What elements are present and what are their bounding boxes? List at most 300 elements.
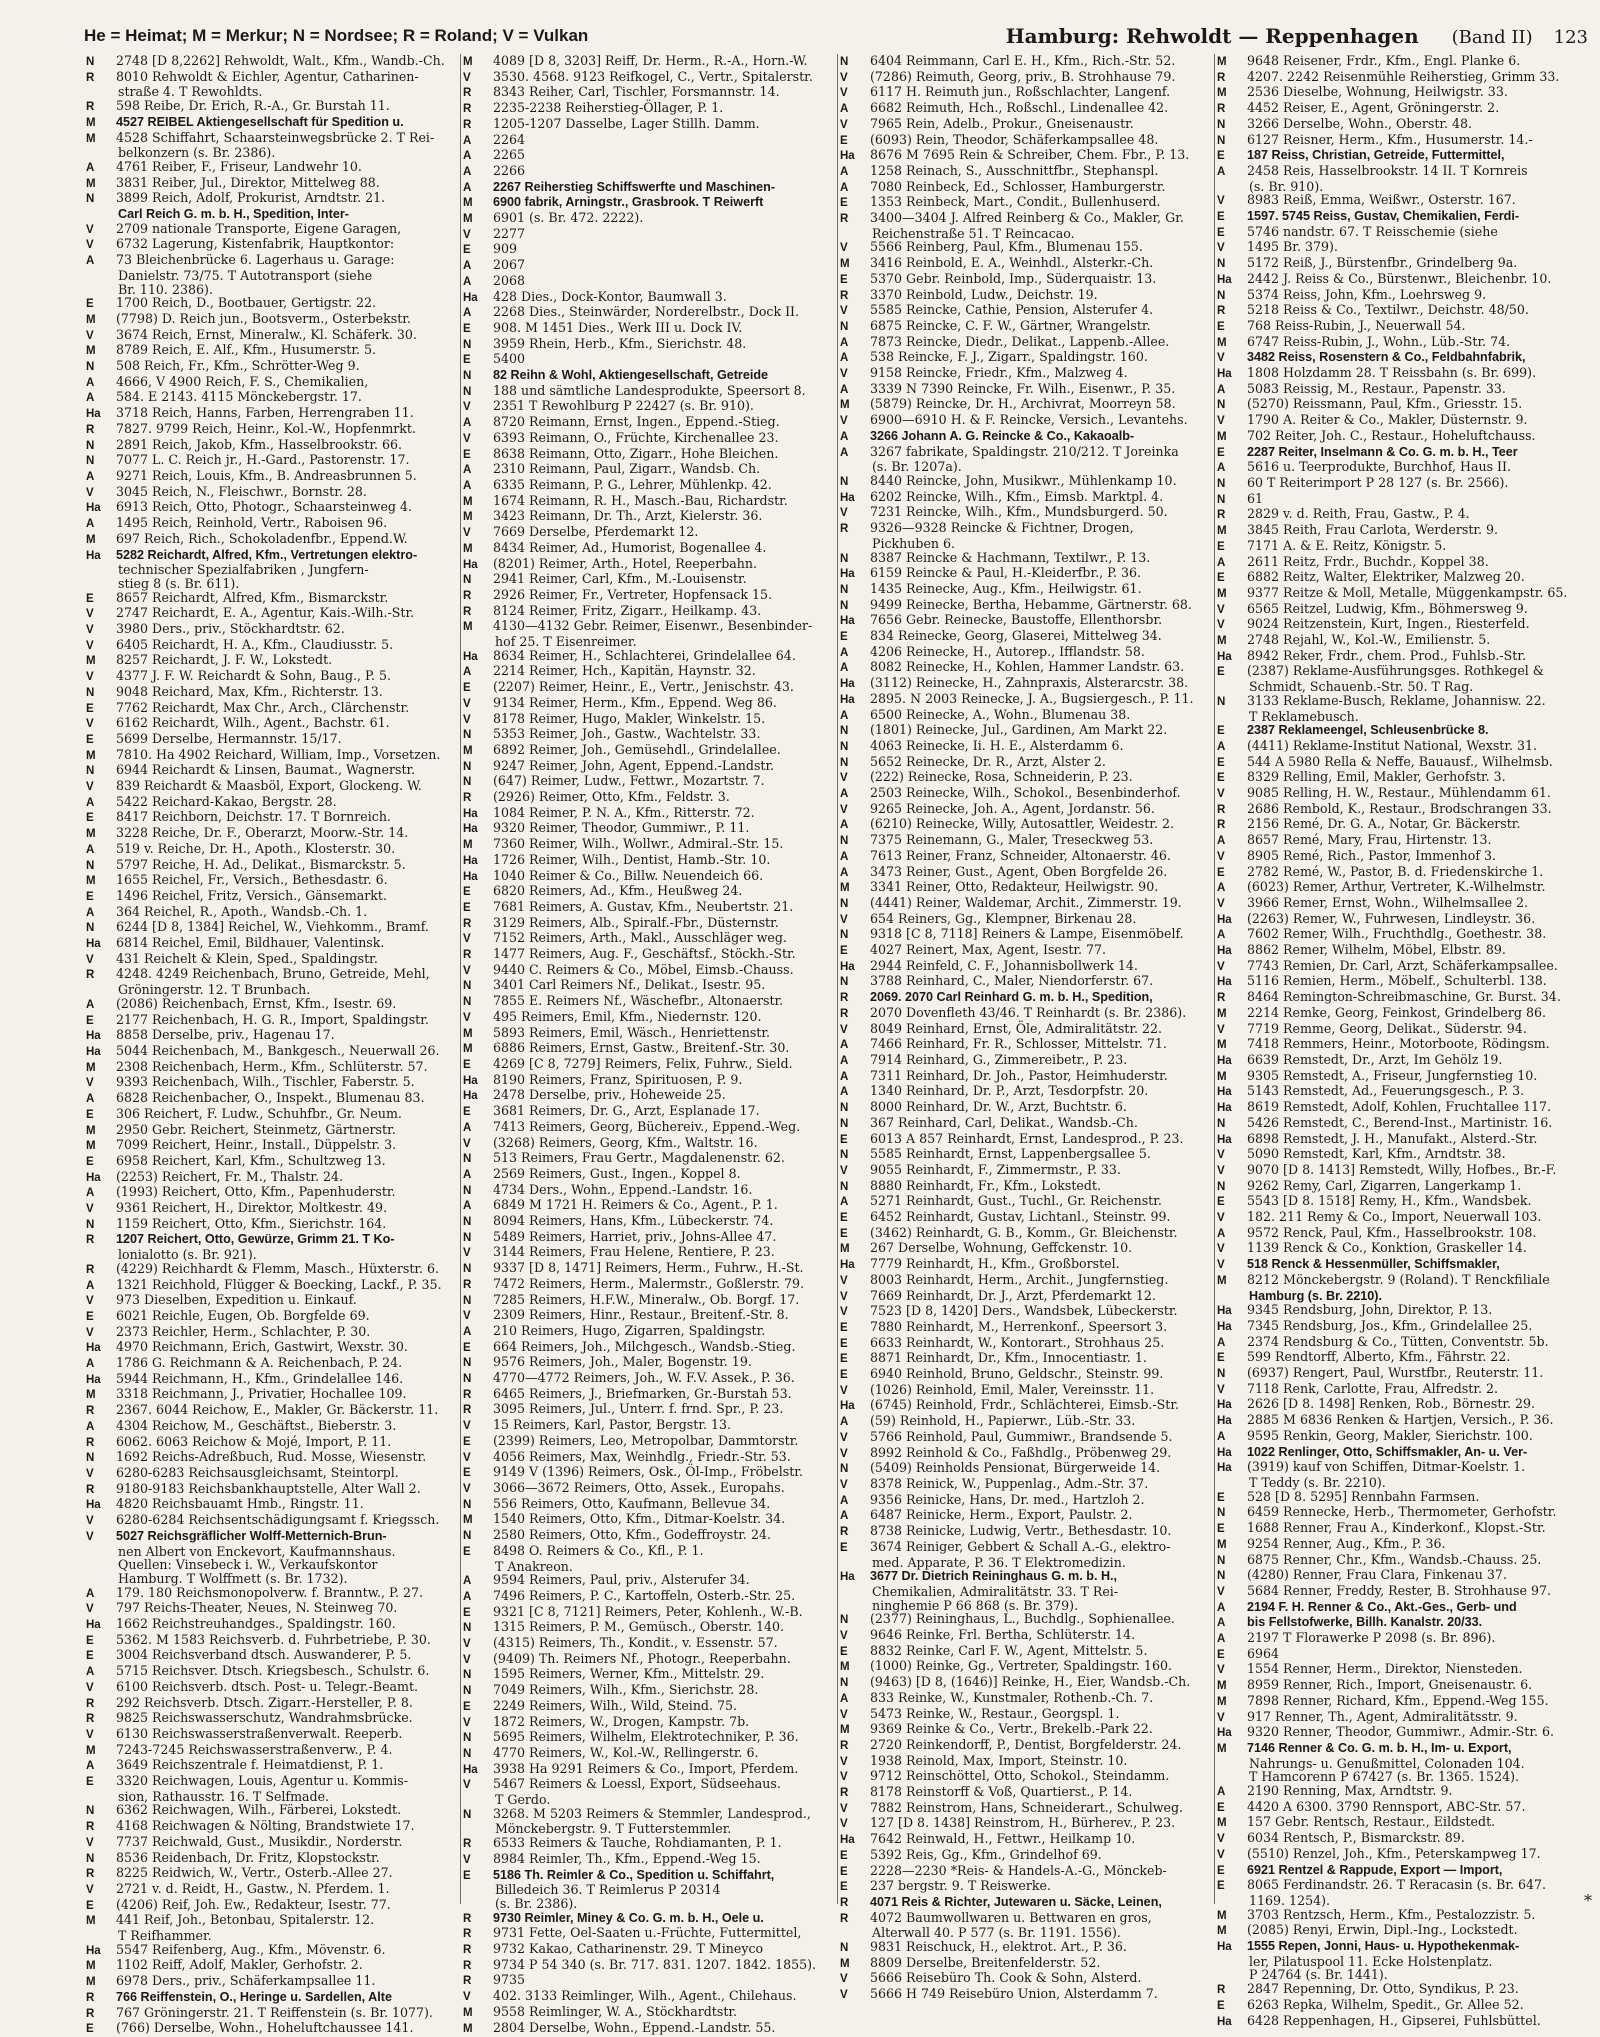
directory-entry [1217,193,1589,209]
directory-entry [1217,617,1589,633]
directory-entry [86,577,457,591]
entry-text: 8003 Reinhardt, Herm., Archit., Jungfernstieg. [870,1271,1169,1287]
exchange-prefix: A [1217,929,1226,942]
entry-text: 6901 (s. Br. 472. 2222). [493,210,644,226]
page-number: 123 [1553,27,1588,48]
exchange-prefix: V [463,1310,471,1323]
directory-entry [1217,802,1589,818]
directory-entry [1217,1757,1589,1771]
exchange-prefix: R [463,1959,472,1972]
exchange-prefix: A [86,1666,95,1679]
directory-entry [1217,1615,1589,1631]
directory-entry [1217,1273,1589,1289]
entry-text: 1872 Reimers, W., Drogen, Kampstr. 7b. [493,1713,750,1729]
entry-text: 6280-6284 Reichsentschädigungsamt f. Kriegssch. [116,1512,440,1528]
entry-text: 4666, V 4900 Reich, F. S., Chemikalien, [116,373,369,389]
entry-text: 6500 Reinecke, A., Wohn., Blumenau 38. [870,706,1131,722]
exchange-prefix: N [840,1117,849,1130]
exchange-prefix: V [86,329,94,342]
directory-entry [463,352,834,368]
entry-text: 5746 nandstr. 67. T Reisschemie (siehe [1247,223,1498,239]
exchange-prefix: M [463,56,473,68]
directory-entry [86,1664,457,1680]
entry-text: 8858 Derselbe, priv., Hagenau 17. [116,1027,335,1043]
exchange-prefix: A [1217,1633,1226,1646]
exchange-prefix: Ha [86,1030,101,1043]
exchange-prefix: R [840,1007,849,1020]
exchange-prefix: V [840,1290,848,1303]
exchange-prefix: R [463,1912,472,1925]
directory-entry [463,2021,834,2037]
exchange-prefix: M [86,313,96,326]
entry-text: 2249 Reimers, Wilh., Wild, Steind. 75. [493,1697,738,1713]
entry-text: 3831 Reiber, Jul., Direktor, Mittelweg 88. [116,174,380,190]
entry-text: 702 Reiter, Joh. C., Restaur., Hoheluftchauss. [1247,427,1536,443]
entry-text: 9305 Remstedt, A., Frisеur, Jungfernstieg 10. [1247,1067,1538,1083]
exchange-prefix: Ha [86,502,101,515]
entry-text: 6393 Reimann, O., Früchte, Kirchenallee 23. [493,429,779,445]
directory-entry [463,1402,834,1418]
entry-text: 9731 Fette, Oel-Saaten u.-Früchte, Futtermittel, [493,1925,802,1941]
entry-text: 188 und sämtliche Landesprodukte, Speersort 8. [493,382,806,398]
entry-text: Reichenstraße 51. T Reincacao. [872,225,1075,241]
directory-entry [463,649,834,665]
exchange-prefix: N [840,835,849,848]
directory-entry [86,983,457,997]
exchange-prefix: N [86,922,95,935]
directory-entry [840,1053,1211,1069]
entry-text: 7681 Reimers, A. Gustav, Kfm., Neubertstr. 21. [493,898,794,914]
exchange-prefix: V [86,1515,94,1528]
exchange-prefix: A [463,307,472,320]
exchange-prefix: Ha [463,291,478,304]
entry-text: technischer Spezialfabriken , Jungfern- [118,562,369,578]
entry-text: 15 Reimers, Karl, Pastor, Bergstr. 13. [493,1417,731,1433]
exchange-prefix: M [1217,1538,1227,1551]
directory-entry [86,1075,457,1091]
directory-entry [1217,1350,1589,1366]
directory-entry [840,566,1211,582]
directory-entry [86,1309,457,1325]
directory-entry [840,54,1211,70]
directory-entry [1217,272,1589,288]
exchange-prefix: R [463,1388,472,1401]
directory-entry [86,920,457,936]
entry-text: 3320 Reichwagen, Louis, Agentur u. Kommis- [116,1773,408,1789]
directory-entry [1217,429,1589,445]
entry-text: (6745) Reinhold, Frdr., Schlächterei, Eimsb.-Str. [870,1397,1179,1413]
directory-entry [463,1793,834,1807]
directory-entry [840,521,1211,537]
directory-entry [1217,1831,1589,1847]
directory-entry [1217,54,1589,70]
entry-text: 5766 Reinhold, Paul, Gummiwr., Brandsende 5. [870,1428,1173,1444]
directory-entry [86,1790,457,1804]
entry-text: 6533 Reimers & Tauche, Rohdiamanten, P. 1. [493,1835,782,1851]
exchange-prefix: V [463,71,471,84]
entry-text: 8190 Reimers, Franz, Spirituosen, P. 9. [493,1071,743,1087]
exchange-prefix: V [1217,352,1225,365]
entry-text: 2228—2230 *Reis- & Handels-A.-G., Mönckeb- [870,1862,1167,1878]
exchange-prefix: M [840,1243,850,1256]
exchange-prefix: Ha [86,1342,101,1355]
exchange-prefix: Ha [840,568,855,581]
exchange-prefix: N [1217,1554,1226,1567]
exchange-prefix: E [1217,666,1225,679]
entry-text: 1808 Holzdamm 28. T Reissbahn (s. Br. 699). [1247,365,1537,381]
exchange-prefix: E [840,1541,848,1554]
directory-entry [1217,896,1589,912]
entry-text: 7669 Derselbe, Pferdemarkt 12. [493,524,699,540]
entry-text: 5547 Reifenberg, Aug., Kfm., Mövenstr. 6. [116,1941,386,1957]
directory-entry [86,1278,457,1294]
exchange-prefix: A [86,1358,95,1371]
exchange-prefix: E [1217,866,1225,879]
entry-text: 6487 Reinicke, Herm., Export, Paulstr. 2. [870,1507,1133,1523]
exchange-prefix: V [1217,1383,1225,1396]
exchange-prefix: R [840,213,849,226]
directory-entry [840,1100,1211,1116]
directory-entry [463,1605,834,1621]
entry-text: 2569 Reimers, Gust., Ingen., Koppel 8. [493,1165,741,1181]
exchange-prefix: V [463,1653,471,1666]
directory-entry [840,505,1211,521]
directory-entry [463,727,834,743]
entry-text: 1084 Reimer, P. N. A., Kfm., Ritterstr. 72. [493,804,755,820]
entry-text: 1726 Reimer, Wilh., Dentist, Hamb.-Str. 10. [493,851,771,867]
directory-entry [840,1351,1211,1367]
exchange-prefix: V [463,1420,471,1433]
column-1 [84,53,461,2036]
directory-entry [463,2005,834,2021]
exchange-prefix: E [86,1776,94,1789]
exchange-prefix: A [1217,1786,1226,1799]
exchange-prefix: V [86,608,94,621]
exchange-prefix: Ha [1217,1133,1232,1146]
directory-entry [1217,1568,1589,1584]
directory-entry [1217,1800,1589,1816]
directory-entry [86,1170,457,1186]
entry-text: 3066—3672 Reimers, Otto, Assek., Europahs. [493,1479,785,1495]
entry-text: 8676 M 7695 Rein & Schreiber, Chem. Fbr., P. 13. [870,147,1190,163]
entry-text: 5362. M 1583 Reichsverb. d. Fuhrbetriebe, P. 30. [116,1631,431,1647]
directory-entry [463,1151,834,1167]
directory-entry [463,869,834,885]
exchange-prefix: E [1217,150,1225,163]
exchange-prefix: A [463,275,472,288]
directory-entry [1217,1553,1589,1569]
entry-text: 4377 J. F. W. Reichardt & Sohn, Baug., P. 5. [116,668,391,684]
entry-text: 7171 A. & E. Reitz, Königstr. 5. [1247,537,1447,553]
exchange-prefix: R [463,792,472,805]
exchange-prefix: Ha [463,870,478,883]
exchange-prefix: N [86,1218,95,1231]
directory-entry [86,1633,457,1649]
exchange-prefix: V [840,87,848,100]
exchange-prefix: V [840,1989,848,2002]
entry-text: 5426 Remstedt, C., Berend-Inst., Martinistr. 16. [1247,1114,1553,1130]
exchange-prefix: E [1217,446,1225,459]
entry-text: 767 Gröningerstr. 21. T Reiffenstein (s. Br. 1077). [116,2004,433,2020]
entry-text: 9594 Reimers, Paul, priv., Alsterufer 34. [493,1572,750,1588]
entry-text: 1159 Reichert, Otto, Kfm., Sierichstr. 164. [116,1215,387,1231]
entry-text: (2926) Reimer, Otto, Kfm., Feldstr. 3. [493,789,730,805]
entry-text: 2266 [493,162,526,178]
directory-entry [86,967,457,983]
directory-entry [86,1450,457,1466]
directory-entry [86,563,457,577]
entry-text: 3341 Reiner, Otto, Redakteur, Heilwigstr. 90. [870,879,1159,895]
entry-text: 3401 Carl Reimers Nf., Delikat., Isestr. 95. [493,977,766,993]
entry-text: 4072 Baumwollwaren u. Bettwaren en gros, [870,1909,1152,1925]
directory-entry [86,1974,457,1990]
exchange-prefix: E [463,1869,471,1882]
directory-entry [463,1973,834,1989]
entry-text: 6875 Reincke, C. F. W., Gärtner, Wrangelstr. [870,317,1151,333]
directory-entry [840,1069,1211,1085]
directory-entry [463,1387,834,1403]
directory-entry [840,366,1211,382]
entry-text: 210 Reimers, Hugo, Zigarren, Spaldingstr. [493,1322,766,1338]
exchange-prefix: Ha [840,693,855,706]
exchange-prefix: E [86,890,94,903]
exchange-prefix: M [840,882,850,895]
exchange-prefix: A [1217,1601,1226,1614]
directory-entry [840,474,1211,490]
exchange-prefix: V [463,401,471,414]
directory-entry [1217,1147,1589,1163]
directory-entry [840,708,1211,724]
directory-entry [86,1529,457,1545]
directory-entry [463,837,834,853]
directory-entry [840,1585,1211,1599]
directory-entry [1217,1241,1589,1257]
directory-entry [840,1707,1211,1723]
directory-entry [1217,817,1589,833]
entry-text: 6021 Reichle, Eugen, Ob. Borgfelde 69. [116,1307,370,1323]
exchange-prefix: E [840,1133,848,1146]
directory-entry [840,802,1211,818]
exchange-prefix: A [840,165,849,178]
exchange-prefix: Ha [840,1834,855,1847]
entry-text: 7743 Remien, Dr. Carl, Arzt, Schäferkampsallee. [1247,957,1558,973]
exchange-prefix: A [1217,165,1226,178]
exchange-prefix: E [1217,320,1225,333]
directory-entry [1217,476,1589,492]
entry-text: 9712 Reinschöttel, Otto, Schokol., Steindamm. [870,1768,1170,1784]
directory-entry [86,146,457,160]
directory-entry [86,1586,457,1602]
entry-text: (59) Reinhold, H., Papierwr., Lüb.-Str. 33. [870,1413,1136,1429]
directory-entry [463,290,834,306]
directory-entry [1217,1784,1589,1800]
entry-text: 6127 Reisner, Herm., Kfm., Husumerstr. 14.- [1247,131,1533,147]
exchange-prefix: N [86,439,95,452]
entry-text: 2309 Reimers, Hinr., Restaur., Breitenf.-Str. 8. [493,1307,789,1323]
entry-text: 3228 Reiche, Dr. F., Oberarzt, Moorw.-Str. 14. [116,825,409,841]
exchange-prefix: V [463,1779,471,1792]
exchange-prefix: M [463,511,473,524]
directory-entry [1217,1022,1589,1038]
entry-text: 5083 Reissig, M., Restaur., Papenstr. 33. [1247,380,1506,396]
entry-text: 2720 Reinkendorff, P., Dentist, Borgfelderstr. 24. [870,1736,1182,1752]
entry-text: 5666 Reisebüro Th. Cook & Sohn, Alsterd. [870,1970,1142,1986]
entry-text: Nahrungs- u. Genußmittel, Colonaden 104. [1249,1755,1525,1771]
exchange-prefix: Ha [86,408,101,421]
exchange-prefix: A [86,376,95,389]
entry-text: 2926 Reimer, Fr., Vertreter, Hopfensack 15. [493,586,773,602]
directory-entry [1217,1894,1589,1908]
directory-entry [840,1644,1211,1660]
entry-text: 4820 Reichsbauamt Hmb., Ringstr. 11. [116,1496,364,1512]
directory-entry [463,101,834,117]
directory-entry [463,1198,834,1214]
exchange-prefix: M [1217,1274,1227,1287]
exchange-prefix: M [86,116,96,129]
directory-entry [86,548,457,564]
directory-entry [1217,586,1589,602]
directory-entry [463,541,834,557]
entry-text: 5684 Renner, Freddy, Rester, B. Strohhause 97. [1247,1582,1551,1598]
directory-entry [463,1418,834,1434]
exchange-prefix: V [840,368,848,381]
directory-entry [840,1691,1211,1707]
exchange-prefix: Ha [86,1944,101,1957]
directory-entry [86,1091,457,1107]
exchange-prefix: Ha [840,615,855,628]
column-3 [838,53,1215,2002]
directory-entry [840,1006,1211,1022]
exchange-prefix: M [463,197,473,210]
entry-text: 2748 [D 8,2262] Rehwoldt, Walt., Kfm., Wandb.-Ch. [116,53,445,68]
entry-text: 2503 Reinecke, Wilh., Schokol., Besenbinderhof. [870,785,1181,801]
directory-entry [463,1807,834,1823]
entry-text: 8657 Reichardt, Alfred, Kfm., Bismarckstr. [116,589,389,605]
entry-text: (2207) Reimer, Heinr., E., Vertr., Jenischstr. 43. [493,679,794,695]
exchange-prefix: N [86,1852,95,1865]
entry-text: 7880 Reinhardt, M., Herrenkonf., Speersort 3. [870,1318,1168,1334]
exchange-prefix: A [463,1325,472,1338]
exchange-prefix: R [86,1713,95,1726]
directory-entry [86,1711,457,1727]
directory-entry [1217,507,1589,523]
directory-entry [1217,1210,1589,1226]
exchange-prefix: R [840,1912,849,1925]
directory-entry [840,943,1211,959]
exchange-prefix: M [1217,1742,1227,1755]
entry-text: 7231 Reincke, Wilh., Kfm., Mundsburgerd. 50. [870,504,1168,520]
entry-text: 8657 Remé, Mary, Frau, Hirtenstr. 13. [1247,832,1492,848]
directory-entry [463,1636,834,1652]
exchange-prefix: Ha [1217,1305,1232,1318]
entry-text: 8257 Reichardt, J. F. W., Lokstedt. [116,652,333,668]
exchange-prefix: M [1217,1039,1227,1052]
entry-text: 2944 Reinfeld, C. F., Johannisbollwerk 14. [870,957,1138,973]
entry-text: 9254 Renner, Aug., Kfm., P. 36. [1247,1535,1446,1551]
directory-entry [86,160,457,176]
exchange-prefix: A [86,1279,95,1292]
exchange-prefix: R [840,992,849,1005]
directory-entry [86,1482,457,1498]
exchange-prefix: V [86,1883,94,1896]
directory-entry [463,1308,834,1324]
directory-entry [840,1336,1211,1352]
entry-text: 4027 Reinert, Max, Agent, Isestr. 77. [870,942,1107,958]
entry-text: 4056 Reimers, Max, Weinhdlg., Friedr.-Str. 53. [493,1448,791,1464]
directory-entry [463,525,834,541]
directory-entry [463,1852,834,1868]
directory-entry [1217,180,1589,194]
entry-text: 8619 Remstedt, Adolf, Kohlen, Fruchtallee 117. [1247,1099,1551,1115]
directory-entry [86,500,457,516]
exchange-prefix: N [1217,134,1226,147]
entry-text: 7049 Reimers, Wilh., Kfm., Sierichstr. 28. [493,1682,759,1698]
entry-text: (2263) Remer, W., Fuhrwesen, Lindleystr. 36. [1247,910,1536,926]
entry-text: 8789 Reich, E. Alf., Kfm., Husumerstr. 5. [116,342,377,358]
entry-text: 3649 Reichszentrale f. Heimatdienst, P. 1. [116,1757,384,1773]
entry-text: 9048 Reichard, Max, Kfm., Richterstr. 13. [116,683,383,699]
directory-entry [1217,1429,1589,1445]
entry-text: (4206) Reif, Joh. Ew., Redakteur, Isestr. 77. [116,1896,391,1912]
directory-entry [86,532,457,548]
entry-text: 237 bergstr. 9. T Reiswerke. [870,1878,1051,1894]
entry-text: 3318 Reichmann, J., Privatier, Hochallee 109. [116,1386,407,1402]
exchange-prefix: E [1217,540,1225,553]
entry-text: stieg 8 (s. Br. 611). [118,575,240,591]
exchange-prefix: R [1217,509,1226,522]
directory-entry [840,629,1211,645]
exchange-prefix: A [840,850,849,863]
directory-entry [1217,680,1589,694]
directory-entry [1217,133,1589,149]
exchange-prefix: N [463,1357,472,1370]
directory-entry [840,164,1211,180]
exchange-prefix: Ha [840,678,855,691]
exchange-prefix: V [840,1755,848,1768]
entry-text: 6732 Lagerung, Kistenfabrik, Hauptkontor: [116,236,395,252]
exchange-prefix: E [1217,1352,1225,1365]
directory-entry [463,1667,834,1683]
directory-entry [86,826,457,842]
directory-entry [1217,382,1589,398]
entry-text: 2214 Remke, Georg, Feinkost, Grindelberg 86. [1247,1004,1546,1020]
exchange-prefix: R [86,2007,95,2020]
exchange-prefix: N [1217,1180,1226,1193]
exchange-prefix: N [463,996,472,1009]
entry-text: 917 Renner, Th., Agent, Admiralitätsstr. 9. [1247,1708,1518,1724]
directory-entry [840,195,1211,211]
entry-text: 6565 Reitzel, Ludwig, Kfm., Böhmersweg 9. [1247,600,1528,616]
exchange-prefix: Ha [840,1259,855,1272]
entry-text: 8905 Remé, Rich., Pastor, Immenhof 3. [1247,847,1497,863]
exchange-prefix: V [86,781,94,794]
directory-entry [1217,2014,1589,2030]
directory-entry [86,905,457,921]
exchange-prefix: M [86,1915,96,1928]
exchange-prefix: A [840,181,849,194]
exchange-prefix: V [463,1991,471,2004]
exchange-prefix: V [1217,619,1225,632]
exchange-prefix: M [86,1976,96,1989]
entry-text: Mönckebergstr. 9. T Futterstemmler. [495,1821,732,1837]
directory-entry [463,494,834,510]
entry-text: 5616 u. Teerprodukte, Burchhof, Haus II. [1247,459,1511,475]
exchange-prefix: M [86,1124,96,1137]
exchange-prefix: V [840,242,848,255]
entry-text: 6958 Reichert, Karl, Kfm., Schultzweg 13. [116,1152,386,1168]
exchange-prefix: A [840,788,849,801]
entry-text: 2950 Gebr. Reichert, Steinmetz, Gärtnerstr. [116,1121,396,1137]
